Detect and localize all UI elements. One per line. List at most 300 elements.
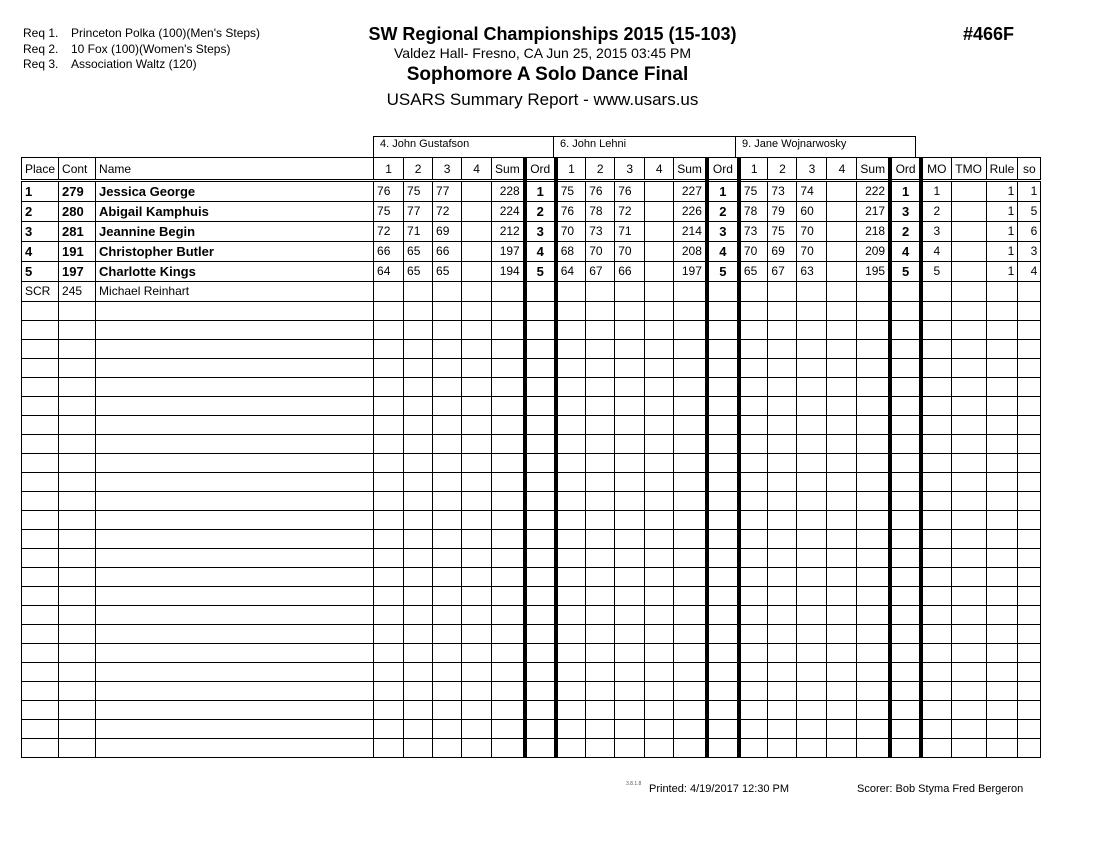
- empty-cell: [433, 663, 462, 682]
- table-row: [22, 242, 1041, 262]
- judge-1-sum-cell: [492, 282, 525, 302]
- requirement-number: Req 1.: [23, 26, 59, 40]
- empty-cell: [768, 549, 797, 568]
- judge-2-score-2-cell: 78: [586, 202, 615, 222]
- empty-cell: [556, 644, 586, 663]
- judge-3-sum-cell: 218: [857, 222, 890, 242]
- judge-3-sum-cell: 222: [857, 181, 890, 202]
- empty-cell: [645, 378, 674, 397]
- empty-cell: [674, 720, 707, 739]
- tmo-cell: [951, 222, 986, 242]
- empty-cell: [797, 416, 827, 435]
- empty-cell: [707, 720, 739, 739]
- empty-cell: [827, 739, 857, 758]
- judge-2-score-4-cell: [645, 202, 674, 222]
- empty-table-row: [22, 378, 1041, 397]
- empty-cell: [59, 606, 96, 625]
- empty-cell: [707, 663, 739, 682]
- empty-cell: [462, 606, 492, 625]
- col-place: Place: [22, 158, 59, 181]
- empty-cell: [986, 511, 1018, 530]
- empty-cell: [433, 682, 462, 701]
- col-j2-s4: 4: [645, 158, 674, 181]
- empty-cell: [492, 739, 525, 758]
- empty-cell: [586, 416, 615, 435]
- empty-cell: [374, 663, 404, 682]
- empty-table-row: [22, 682, 1041, 701]
- empty-cell: [739, 359, 768, 378]
- empty-cell: [739, 321, 768, 340]
- judge-2-sum-cell: 214: [674, 222, 707, 242]
- empty-cell: [827, 359, 857, 378]
- empty-cell: [96, 587, 374, 606]
- empty-cell: [433, 549, 462, 568]
- empty-cell: [857, 549, 890, 568]
- empty-cell: [890, 701, 921, 720]
- empty-cell: [768, 397, 797, 416]
- judge-3-score-1-cell: 70: [739, 242, 768, 262]
- empty-cell: [645, 511, 674, 530]
- empty-cell: [986, 473, 1018, 492]
- col-j1-s4: 4: [462, 158, 492, 181]
- mo-cell: 2: [921, 202, 951, 222]
- empty-cell: [433, 359, 462, 378]
- empty-cell: [492, 321, 525, 340]
- judge-3-score-2-cell: [768, 282, 797, 302]
- empty-cell: [556, 739, 586, 758]
- empty-cell: [1018, 511, 1041, 530]
- empty-cell: [645, 473, 674, 492]
- empty-table-row: [22, 568, 1041, 587]
- empty-table-row: [22, 720, 1041, 739]
- empty-cell: [739, 530, 768, 549]
- empty-cell: [556, 473, 586, 492]
- empty-cell: [404, 739, 433, 758]
- judge-2-score-1-cell: 75: [556, 181, 586, 202]
- empty-cell: [556, 682, 586, 701]
- empty-cell: [462, 568, 492, 587]
- empty-cell: [827, 492, 857, 511]
- requirement-text: Princeton Polka (100)(Men's Steps): [71, 26, 261, 40]
- judge-1-ordinal-cell: 5: [525, 262, 556, 282]
- empty-cell: [462, 302, 492, 321]
- empty-cell: [22, 663, 59, 682]
- col-name: Name: [96, 158, 374, 181]
- empty-cell: [96, 416, 374, 435]
- empty-cell: [890, 739, 921, 758]
- empty-cell: [768, 587, 797, 606]
- place-cell: 5: [22, 262, 59, 282]
- empty-table-row: [22, 340, 1041, 359]
- empty-cell: [797, 606, 827, 625]
- empty-cell: [1018, 302, 1041, 321]
- judge-1-sum-cell: 212: [492, 222, 525, 242]
- empty-table-row: [22, 549, 1041, 568]
- empty-cell: [986, 416, 1018, 435]
- empty-cell: [857, 587, 890, 606]
- empty-cell: [615, 397, 645, 416]
- empty-cell: [462, 587, 492, 606]
- judge-2-ordinal-cell: 1: [707, 181, 739, 202]
- empty-cell: [674, 663, 707, 682]
- empty-cell: [986, 378, 1018, 397]
- empty-cell: [857, 302, 890, 321]
- empty-cell: [797, 435, 827, 454]
- empty-cell: [525, 530, 556, 549]
- judge-1-score-3-cell: 65: [433, 262, 462, 282]
- empty-cell: [827, 549, 857, 568]
- col-j2-s3: 3: [615, 158, 645, 181]
- empty-cell: [921, 359, 951, 378]
- skater-name-cell: Jessica George: [96, 181, 374, 202]
- judge-3-score-2-cell: 67: [768, 262, 797, 282]
- empty-cell: [768, 492, 797, 511]
- empty-cell: [556, 454, 586, 473]
- empty-cell: [492, 302, 525, 321]
- empty-cell: [921, 549, 951, 568]
- so-cell: [1018, 282, 1041, 302]
- empty-cell: [1018, 530, 1041, 549]
- empty-cell: [827, 530, 857, 549]
- judge-3-score-2-cell: 69: [768, 242, 797, 262]
- empty-cell: [525, 739, 556, 758]
- col-mo: MO: [921, 158, 951, 181]
- place-cell: 3: [22, 222, 59, 242]
- empty-cell: [586, 682, 615, 701]
- empty-cell: [96, 682, 374, 701]
- empty-cell: [404, 720, 433, 739]
- judge-2-score-2-cell: 76: [586, 181, 615, 202]
- col-j1-s1: 1: [374, 158, 404, 181]
- empty-cell: [525, 302, 556, 321]
- empty-cell: [645, 340, 674, 359]
- judge-2-sum-cell: 226: [674, 202, 707, 222]
- judge-1-sum-cell: 194: [492, 262, 525, 282]
- empty-cell: [921, 701, 951, 720]
- empty-cell: [462, 416, 492, 435]
- col-j1-sum: Sum: [492, 158, 525, 181]
- empty-cell: [462, 625, 492, 644]
- judge-1-score-4-cell: [462, 282, 492, 302]
- empty-cell: [921, 473, 951, 492]
- col-j1-ord: Ord: [525, 158, 556, 181]
- empty-cell: [739, 511, 768, 530]
- empty-cell: [797, 302, 827, 321]
- empty-cell: [525, 720, 556, 739]
- empty-table-row: [22, 492, 1041, 511]
- empty-cell: [707, 473, 739, 492]
- empty-cell: [404, 663, 433, 682]
- empty-cell: [615, 340, 645, 359]
- empty-cell: [674, 549, 707, 568]
- empty-cell: [404, 682, 433, 701]
- empty-cell: [827, 302, 857, 321]
- requirement-1: [23, 26, 260, 40]
- empty-cell: [59, 682, 96, 701]
- empty-cell: [433, 511, 462, 530]
- empty-cell: [22, 549, 59, 568]
- empty-cell: [645, 321, 674, 340]
- col-j2-s1: 1: [556, 158, 586, 181]
- judge-1-score-4-cell: [462, 262, 492, 282]
- empty-cell: [492, 625, 525, 644]
- empty-cell: [890, 435, 921, 454]
- empty-cell: [404, 530, 433, 549]
- empty-cell: [615, 739, 645, 758]
- empty-cell: [951, 606, 986, 625]
- empty-cell: [857, 739, 890, 758]
- empty-cell: [586, 606, 615, 625]
- empty-cell: [462, 321, 492, 340]
- empty-cell: [59, 492, 96, 511]
- empty-cell: [615, 530, 645, 549]
- empty-cell: [674, 302, 707, 321]
- col-j1-s2: 2: [404, 158, 433, 181]
- empty-cell: [433, 397, 462, 416]
- empty-cell: [404, 454, 433, 473]
- empty-cell: [674, 473, 707, 492]
- empty-cell: [492, 549, 525, 568]
- judge-3-score-2-cell: 73: [768, 181, 797, 202]
- empty-cell: [827, 701, 857, 720]
- empty-cell: [951, 625, 986, 644]
- empty-cell: [674, 359, 707, 378]
- empty-table-row: [22, 644, 1041, 663]
- empty-cell: [921, 530, 951, 549]
- tmo-cell: [951, 202, 986, 222]
- judge-1-score-2-cell: 71: [404, 222, 433, 242]
- empty-cell: [96, 549, 374, 568]
- results-table: [21, 157, 1041, 758]
- empty-cell: [556, 587, 586, 606]
- empty-cell: [645, 644, 674, 663]
- judge-3-score-4-cell: [827, 282, 857, 302]
- empty-cell: [374, 701, 404, 720]
- empty-cell: [951, 435, 986, 454]
- empty-cell: [986, 606, 1018, 625]
- empty-cell: [404, 644, 433, 663]
- empty-cell: [951, 720, 986, 739]
- empty-cell: [492, 701, 525, 720]
- empty-cell: [586, 739, 615, 758]
- empty-cell: [1018, 568, 1041, 587]
- empty-cell: [556, 321, 586, 340]
- empty-cell: [525, 568, 556, 587]
- empty-cell: [96, 340, 374, 359]
- empty-cell: [22, 568, 59, 587]
- empty-cell: [556, 340, 586, 359]
- empty-cell: [1018, 549, 1041, 568]
- empty-cell: [433, 625, 462, 644]
- empty-cell: [404, 397, 433, 416]
- table-row: [22, 262, 1041, 282]
- rule-cell: 1: [986, 181, 1018, 202]
- empty-cell: [525, 511, 556, 530]
- empty-cell: [492, 682, 525, 701]
- empty-cell: [22, 682, 59, 701]
- empty-cell: [797, 359, 827, 378]
- empty-cell: [739, 473, 768, 492]
- empty-cell: [433, 606, 462, 625]
- empty-cell: [22, 739, 59, 758]
- judge-1-score-2-cell: [404, 282, 433, 302]
- judge-2-score-2-cell: [586, 282, 615, 302]
- empty-cell: [857, 530, 890, 549]
- empty-cell: [707, 701, 739, 720]
- empty-cell: [22, 530, 59, 549]
- empty-cell: [433, 378, 462, 397]
- empty-cell: [525, 321, 556, 340]
- empty-cell: [556, 416, 586, 435]
- empty-cell: [586, 549, 615, 568]
- empty-cell: [674, 625, 707, 644]
- empty-cell: [921, 454, 951, 473]
- empty-cell: [827, 644, 857, 663]
- empty-cell: [556, 397, 586, 416]
- empty-cell: [951, 587, 986, 606]
- empty-cell: [768, 739, 797, 758]
- empty-cell: [492, 416, 525, 435]
- empty-cell: [615, 378, 645, 397]
- empty-cell: [707, 302, 739, 321]
- empty-cell: [674, 739, 707, 758]
- empty-cell: [986, 663, 1018, 682]
- col-tmo: TMO: [951, 158, 986, 181]
- empty-cell: [951, 340, 986, 359]
- empty-cell: [986, 302, 1018, 321]
- empty-cell: [890, 530, 921, 549]
- empty-cell: [739, 454, 768, 473]
- empty-cell: [22, 606, 59, 625]
- empty-cell: [707, 378, 739, 397]
- empty-cell: [556, 568, 586, 587]
- empty-cell: [374, 340, 404, 359]
- empty-cell: [615, 549, 645, 568]
- empty-cell: [768, 644, 797, 663]
- col-j2-s2: 2: [586, 158, 615, 181]
- empty-cell: [586, 378, 615, 397]
- empty-cell: [59, 739, 96, 758]
- empty-cell: [374, 454, 404, 473]
- empty-cell: [645, 530, 674, 549]
- empty-cell: [890, 473, 921, 492]
- empty-cell: [586, 340, 615, 359]
- empty-cell: [22, 454, 59, 473]
- col-j1-s3: 3: [433, 158, 462, 181]
- empty-cell: [1018, 378, 1041, 397]
- judge-1-ordinal-cell: 1: [525, 181, 556, 202]
- empty-cell: [857, 720, 890, 739]
- empty-cell: [462, 644, 492, 663]
- empty-cell: [59, 378, 96, 397]
- empty-cell: [374, 530, 404, 549]
- empty-table-row: [22, 587, 1041, 606]
- empty-cell: [525, 454, 556, 473]
- empty-cell: [556, 625, 586, 644]
- empty-cell: [645, 359, 674, 378]
- empty-cell: [768, 378, 797, 397]
- judge-1-score-2-cell: 77: [404, 202, 433, 222]
- empty-cell: [96, 625, 374, 644]
- empty-cell: [462, 701, 492, 720]
- judge-1-score-1-cell: 75: [374, 202, 404, 222]
- empty-cell: [525, 663, 556, 682]
- empty-cell: [921, 416, 951, 435]
- empty-cell: [462, 682, 492, 701]
- empty-cell: [492, 378, 525, 397]
- empty-cell: [1018, 435, 1041, 454]
- empty-cell: [556, 511, 586, 530]
- empty-cell: [556, 701, 586, 720]
- empty-cell: [492, 359, 525, 378]
- empty-cell: [827, 511, 857, 530]
- empty-cell: [857, 492, 890, 511]
- tmo-cell: [951, 181, 986, 202]
- empty-cell: [890, 378, 921, 397]
- empty-cell: [797, 454, 827, 473]
- empty-cell: [96, 359, 374, 378]
- empty-cell: [857, 644, 890, 663]
- empty-cell: [433, 416, 462, 435]
- empty-cell: [556, 606, 586, 625]
- empty-cell: [986, 625, 1018, 644]
- empty-cell: [921, 663, 951, 682]
- empty-cell: [986, 359, 1018, 378]
- empty-cell: [59, 568, 96, 587]
- mo-cell: 1: [921, 181, 951, 202]
- empty-cell: [921, 321, 951, 340]
- empty-cell: [674, 587, 707, 606]
- empty-cell: [374, 568, 404, 587]
- empty-table-row: [22, 321, 1041, 340]
- empty-cell: [951, 473, 986, 492]
- judge-1-score-1-cell: [374, 282, 404, 302]
- empty-cell: [827, 473, 857, 492]
- empty-cell: [827, 720, 857, 739]
- judge-1-score-3-cell: 66: [433, 242, 462, 262]
- empty-cell: [615, 302, 645, 321]
- judge-3-score-4-cell: [827, 181, 857, 202]
- empty-cell: [768, 701, 797, 720]
- empty-cell: [951, 644, 986, 663]
- empty-cell: [674, 682, 707, 701]
- empty-cell: [827, 625, 857, 644]
- judge-1-sum-cell: 197: [492, 242, 525, 262]
- empty-cell: [59, 397, 96, 416]
- empty-cell: [674, 701, 707, 720]
- judge-3-score-1-cell: 65: [739, 262, 768, 282]
- judge-1-ordinal-cell: 4: [525, 242, 556, 262]
- judge-1-score-1-cell: 72: [374, 222, 404, 242]
- empty-cell: [857, 454, 890, 473]
- empty-cell: [374, 625, 404, 644]
- empty-cell: [404, 302, 433, 321]
- empty-cell: [59, 454, 96, 473]
- printed-timestamp: Printed: 4/19/2017 12:30 PM: [649, 783, 790, 795]
- empty-cell: [586, 454, 615, 473]
- empty-cell: [492, 663, 525, 682]
- empty-cell: [986, 720, 1018, 739]
- empty-cell: [615, 359, 645, 378]
- empty-cell: [525, 625, 556, 644]
- empty-cell: [674, 606, 707, 625]
- empty-cell: [462, 435, 492, 454]
- empty-cell: [525, 682, 556, 701]
- judge-3-ordinal-cell: 2: [890, 222, 921, 242]
- empty-cell: [768, 473, 797, 492]
- empty-table-row: [22, 416, 1041, 435]
- empty-cell: [951, 416, 986, 435]
